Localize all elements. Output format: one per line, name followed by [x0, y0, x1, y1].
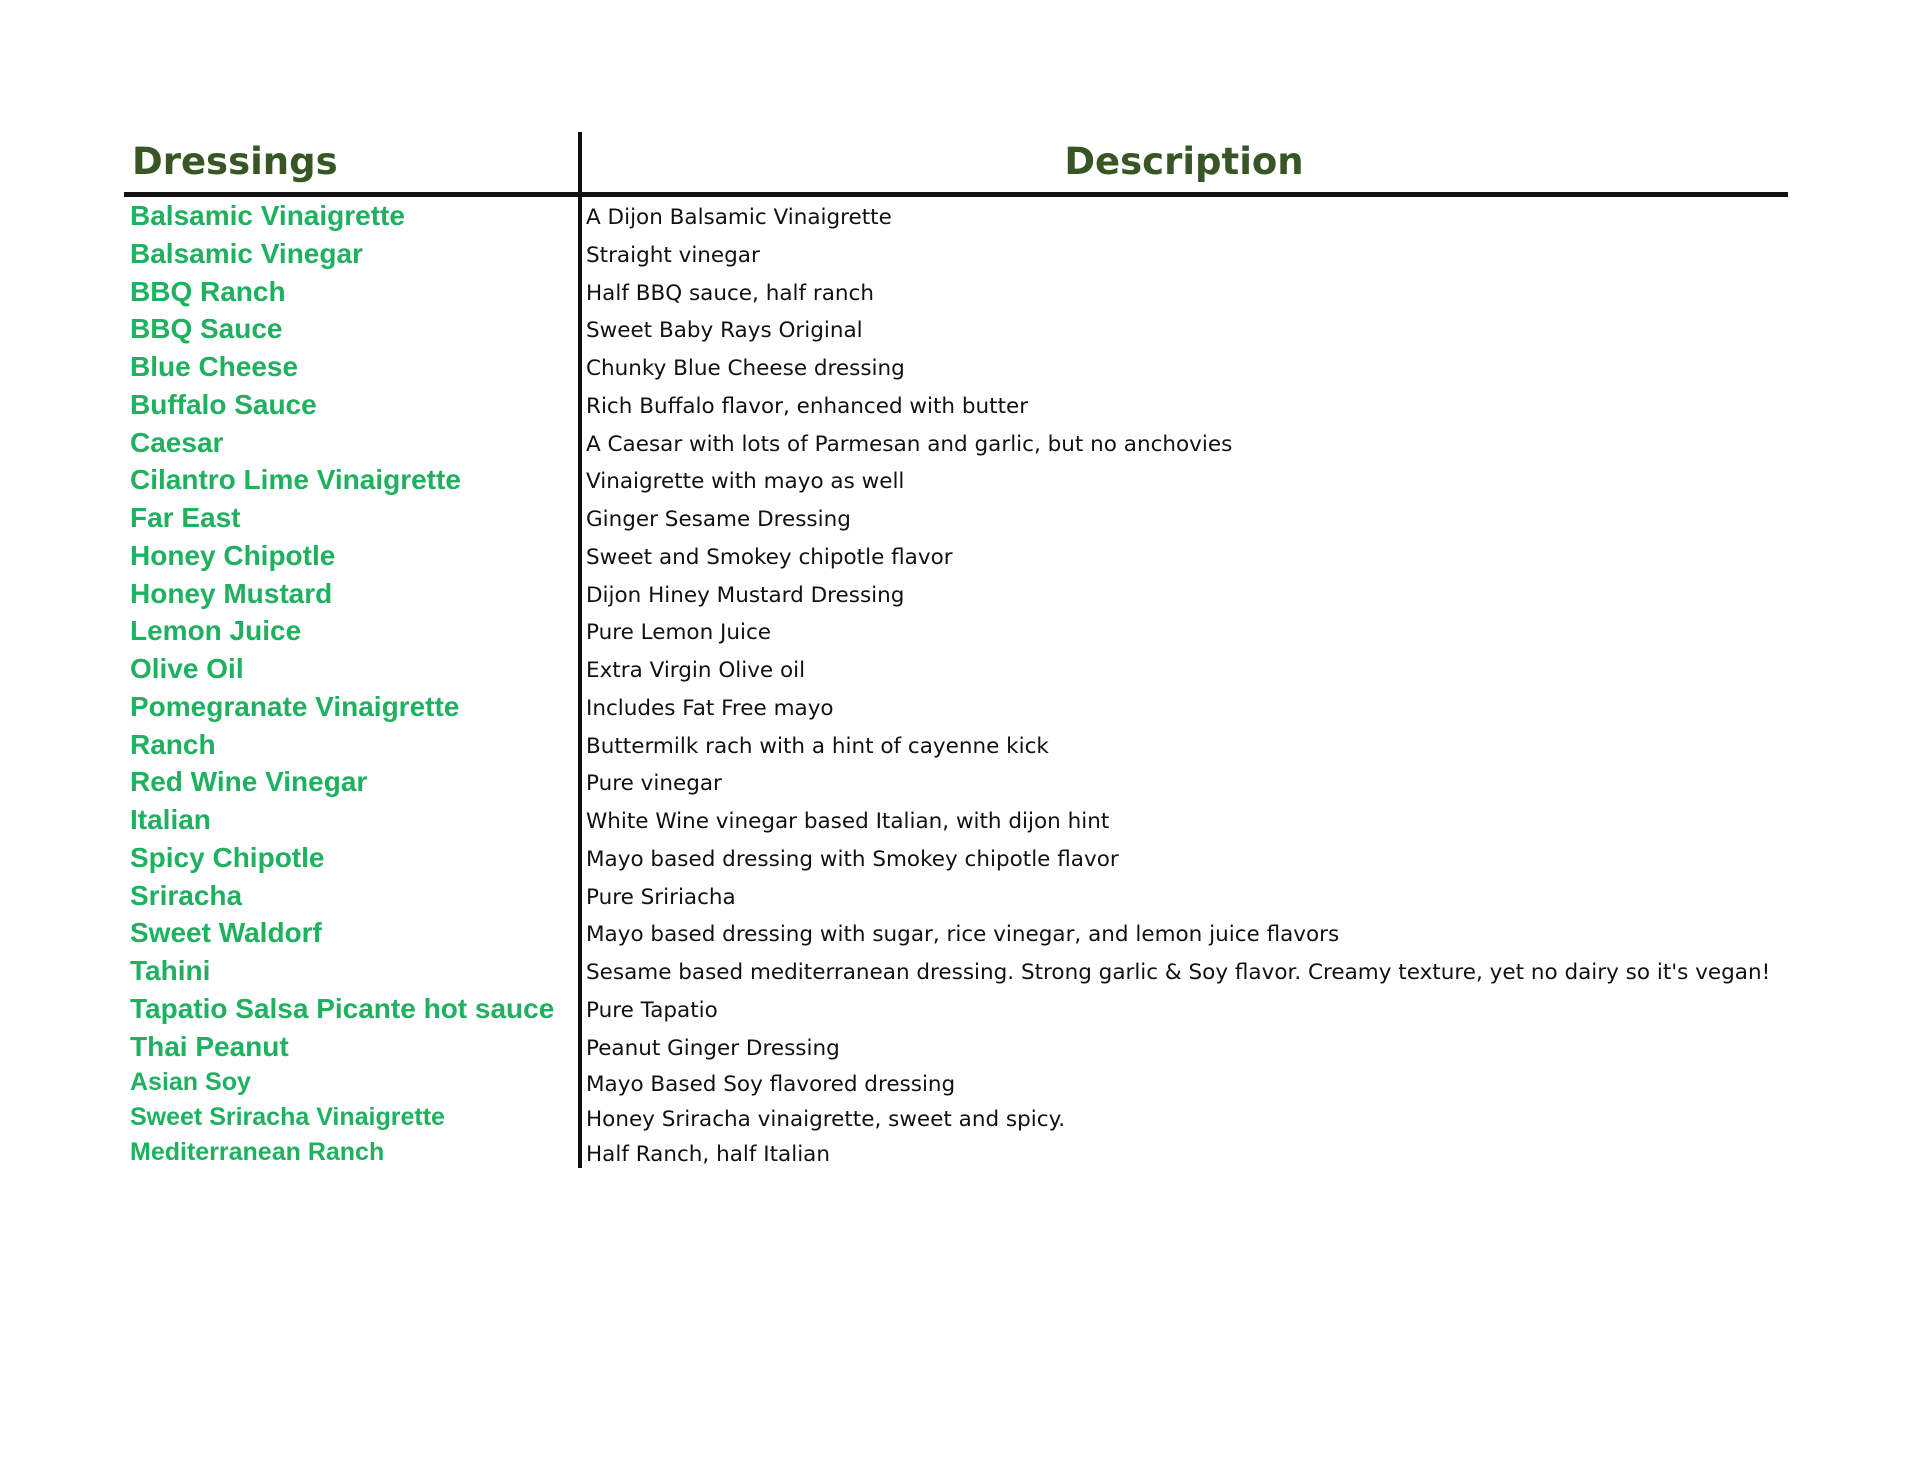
- table-row: [124, 348, 1788, 386]
- table-row: [124, 1028, 1788, 1066]
- dressing-name: Buffalo Sauce: [130, 388, 317, 420]
- table-row: [124, 310, 1788, 348]
- dressing-description: White Wine vinegar based Italian, with dijon hint: [586, 809, 1110, 834]
- table-row: [124, 914, 1788, 952]
- dressing-name: Italian: [130, 804, 211, 835]
- dressing-name: Balsamic Vinegar: [130, 237, 363, 269]
- dressings-table: [124, 132, 1788, 1170]
- dressing-name: BBQ Sauce: [130, 313, 283, 345]
- dressing-description: Pure Lemon Juice: [586, 620, 772, 646]
- dressing-name: Olive Oil: [130, 653, 244, 684]
- table-row: [124, 1065, 1788, 1100]
- dressing-description: Sweet and Smokey chipotle flavor: [586, 544, 953, 570]
- dressing-description: Vinaigrette with mayo as well: [586, 469, 905, 495]
- dressing-name: BBQ Ranch: [130, 275, 286, 307]
- table-row: [124, 650, 1788, 688]
- dressing-name: Honey Mustard: [130, 577, 333, 609]
- dressing-description: A Caesar with lots of Parmesan and garlic, but no anchovies: [586, 431, 1233, 457]
- dressing-name: Mediterranean Ranch: [130, 1138, 385, 1167]
- dressing-description: Mayo Based Soy flavored dressing: [586, 1072, 956, 1098]
- table-header-row: [124, 132, 1788, 197]
- table-row: [124, 499, 1788, 537]
- dressing-name: Cilantro Lime Vinaigrette: [130, 464, 461, 496]
- table-row: [124, 877, 1788, 915]
- table-row: [124, 197, 1788, 235]
- dressing-name: Honey Chipotle: [130, 539, 336, 571]
- dressing-name: Red Wine Vinegar: [130, 766, 368, 798]
- dressing-name: Asian Soy: [130, 1068, 251, 1097]
- table-row: [124, 235, 1788, 273]
- table-row: [124, 1135, 1788, 1170]
- dressing-description: Buttermilk rach with a hint of cayenne kick: [586, 733, 1049, 759]
- dressing-name: Tapatio Salsa Picante hot sauce: [130, 992, 555, 1024]
- dressing-description: Pure Sririacha: [586, 884, 736, 910]
- dressing-name: Sriracha: [130, 879, 243, 911]
- dressing-name: Lemon Juice: [130, 615, 302, 647]
- dressing-name: Blue Cheese: [130, 351, 299, 382]
- dressing-description: A Dijon Balsamic Vinaigrette: [586, 205, 892, 230]
- dressing-description: Includes Fat Free mayo: [586, 695, 834, 721]
- dressing-description: Mayo based dressing with Smokey chipotle flavor: [586, 846, 1119, 872]
- table-row: [124, 537, 1788, 575]
- table-row: [124, 952, 1788, 990]
- dressing-description: Half BBQ sauce, half ranch: [586, 280, 874, 306]
- dressing-description: Pure vinegar: [586, 771, 722, 797]
- dressing-description: Dijon Hiney Mustard Dressing: [586, 582, 905, 608]
- dressing-description: Straight vinegar: [586, 242, 760, 268]
- dressing-name: Sweet Sriracha Vinaigrette: [130, 1103, 445, 1132]
- dressing-description: Sesame based mediterranean dressing. Strong garlic & Soy flavor. Creamy texture, yet no dairy so it's vegan!: [586, 960, 1771, 985]
- table-row: [124, 386, 1788, 424]
- table-row: [124, 839, 1788, 877]
- dressing-name: Sweet Waldorf: [130, 917, 322, 949]
- table-row: [124, 801, 1788, 839]
- table-row: [124, 763, 1788, 801]
- dressing-description: Half Ranch, half Italian: [586, 1142, 830, 1168]
- dressing-name: Ranch: [130, 728, 216, 760]
- dressing-description: Peanut Ginger Dressing: [586, 1035, 840, 1061]
- dressing-name: Spicy Chipotle: [130, 841, 325, 873]
- dressing-name: Tahini: [130, 955, 211, 986]
- table-row: [124, 612, 1788, 650]
- dressing-description: Extra Virgin Olive oil: [586, 658, 806, 683]
- table-row: [124, 273, 1788, 311]
- table-row: [124, 424, 1788, 462]
- dressing-description: Mayo based dressing with sugar, rice vinegar, and lemon juice flavors: [586, 922, 1340, 948]
- dressing-name: Thai Peanut: [130, 1030, 289, 1062]
- dressing-description: Sweet Baby Rays Original: [586, 318, 863, 344]
- table-body: [124, 197, 1788, 1170]
- dressing-name: Caesar: [130, 426, 224, 458]
- dressing-description: Chunky Blue Cheese dressing: [586, 356, 905, 381]
- table-row: [124, 461, 1788, 499]
- header-dressings: Dressings: [132, 140, 338, 183]
- dressing-name: Balsamic Vinaigrette: [130, 200, 405, 231]
- dressing-name: Far East: [130, 502, 241, 533]
- table-row: [124, 688, 1788, 726]
- dressing-description: Rich Buffalo flavor, enhanced with butter: [586, 393, 1029, 419]
- table-row: [124, 575, 1788, 613]
- dressing-description: Ginger Sesame Dressing: [586, 507, 851, 532]
- dressing-description: Pure Tapatio: [586, 997, 718, 1023]
- dressing-description: Honey Sriracha vinaigrette, sweet and spicy.: [586, 1107, 1066, 1133]
- table-row: [124, 726, 1788, 764]
- table-row: [124, 1100, 1788, 1135]
- table-row: [124, 990, 1788, 1028]
- dressing-name: Pomegranate Vinaigrette: [130, 690, 460, 722]
- header-description: Description: [1064, 140, 1304, 183]
